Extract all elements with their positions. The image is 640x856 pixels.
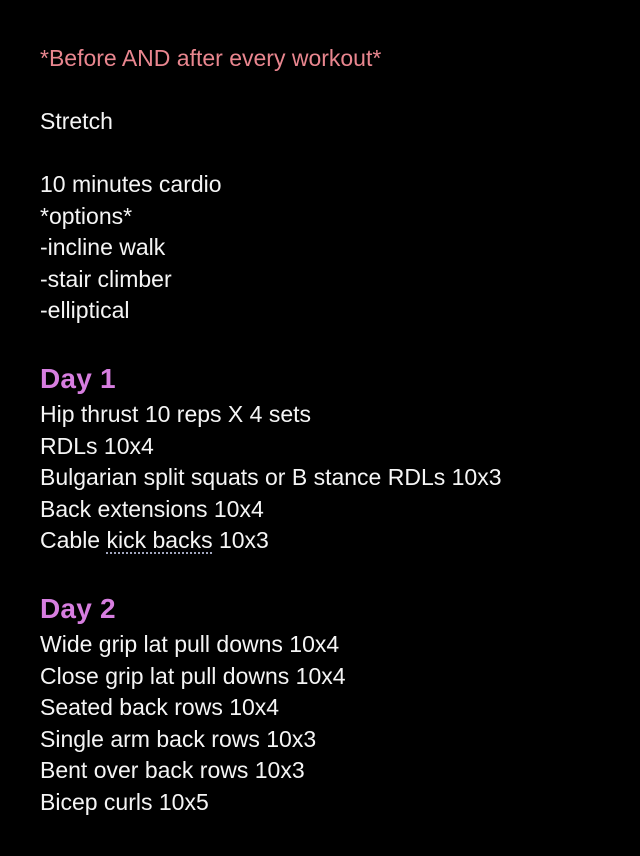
exercise-line: Seated back rows 10x4 — [40, 694, 280, 720]
exercise-line: RDLs 10x4 — [40, 432, 154, 459]
exercise-line: Single arm back rows 10x3 — [40, 725, 317, 752]
exercise-text: Cable — [40, 527, 107, 553]
cardio-options-label: *options* — [40, 202, 133, 229]
cardio-heading: 10 minutes cardio — [40, 171, 222, 197]
day-2-section — [40, 588, 610, 818]
day-1-section — [40, 358, 610, 557]
exercise-line: Bent over back rows 10x3 — [40, 757, 305, 783]
exercise-text: 10x3 — [212, 527, 269, 553]
spellcheck-underlined-text: kick backs — [106, 527, 213, 553]
exercise-line: Back extensions 10x4 — [40, 495, 264, 522]
cardio-option: -stair climber — [40, 265, 172, 292]
day-2-title: Day 2 — [40, 593, 116, 624]
cardio-option: -elliptical — [40, 297, 130, 323]
exercise-line: Bulgarian split squats or B stance RDLs 10x3 — [40, 464, 502, 490]
exercise-line — [40, 525, 610, 557]
exercise-line: Hip thrust 10 reps X 4 sets — [40, 401, 312, 427]
workout-frequency-note: *Before AND after every workout* — [40, 45, 382, 71]
cardio-options-list — [40, 232, 610, 327]
day-1-exercise-list — [40, 399, 610, 557]
cardio-section — [40, 169, 610, 327]
day-1-title: Day 1 — [40, 363, 116, 394]
day-2-exercise-list — [40, 629, 610, 818]
exercise-line: Close grip lat pull downs 10x4 — [40, 662, 346, 689]
exercise-line: Wide grip lat pull downs 10x4 — [40, 631, 340, 657]
exercise-line: Bicep curls 10x5 — [40, 788, 209, 815]
stretch-line: Stretch — [40, 108, 113, 134]
cardio-option: -incline walk — [40, 234, 166, 260]
